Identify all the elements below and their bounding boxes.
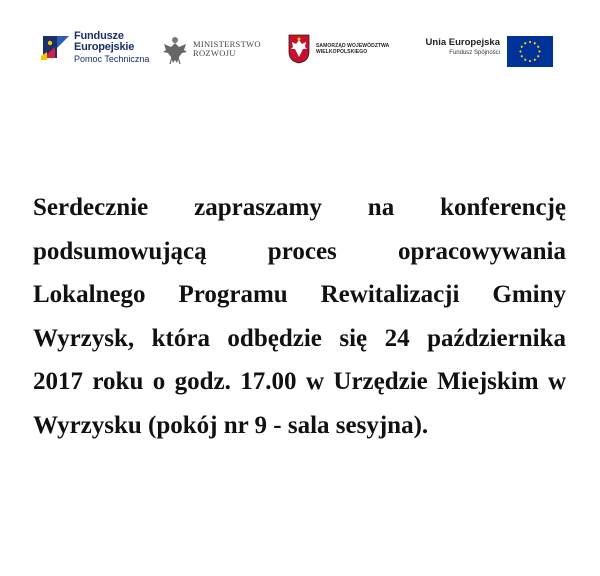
sw-line-2: WIELKOPOLSKIEGO	[316, 48, 368, 55]
eu-star	[537, 55, 539, 57]
eu-star	[519, 50, 521, 52]
ue-line-2: Fundusz Spójności	[449, 50, 500, 57]
unia-europejska-logo	[420, 36, 560, 70]
mr-line-2: ROZWOJU	[193, 48, 236, 59]
sw-line-1: SAMORZĄD WOJEWÓDZTWA	[316, 43, 390, 49]
fe-line-3: Pomoc Techniczna	[74, 54, 150, 64]
eu-star	[521, 46, 523, 48]
ue-line-1: Unia Europejska	[425, 37, 500, 48]
eu-star	[537, 46, 539, 48]
ministerstwo-rozwoju-logo	[162, 36, 272, 70]
fe-line-2: Europejskie	[74, 41, 135, 53]
eu-star	[538, 50, 540, 52]
logo-bar	[0, 0, 600, 110]
eu-star	[534, 42, 536, 44]
fundusze-europejskie-emblem-icon	[41, 34, 71, 60]
shield-eagle-icon	[288, 34, 310, 64]
eagle-emblem-icon	[162, 36, 188, 66]
fundusze-europejskie-logo	[41, 30, 151, 74]
samorzad-wojewodztwa-logo	[288, 34, 403, 72]
eu-flag-icon	[507, 36, 553, 67]
invitation-text: Serdecznie zapraszamy na konferencję podsumowującą proces opracowywania Lokalnego Programu Rewitalizacji Gminy Wyrzysk, która odbędzie się 24 października 2017 roku o godz. 17.00 w Urzędzie Miejskim w Wyrzysku (pokój nr 9 - sala sesyjna).	[33, 194, 566, 439]
eu-star	[529, 41, 531, 43]
eu-star	[524, 42, 526, 44]
mr-line-1: MINISTERSTWO	[193, 39, 261, 49]
fe-line-1: Fundusze	[74, 30, 124, 42]
eu-star	[524, 59, 526, 61]
eu-star	[529, 60, 531, 62]
eu-star	[521, 55, 523, 57]
eu-star	[534, 59, 536, 61]
